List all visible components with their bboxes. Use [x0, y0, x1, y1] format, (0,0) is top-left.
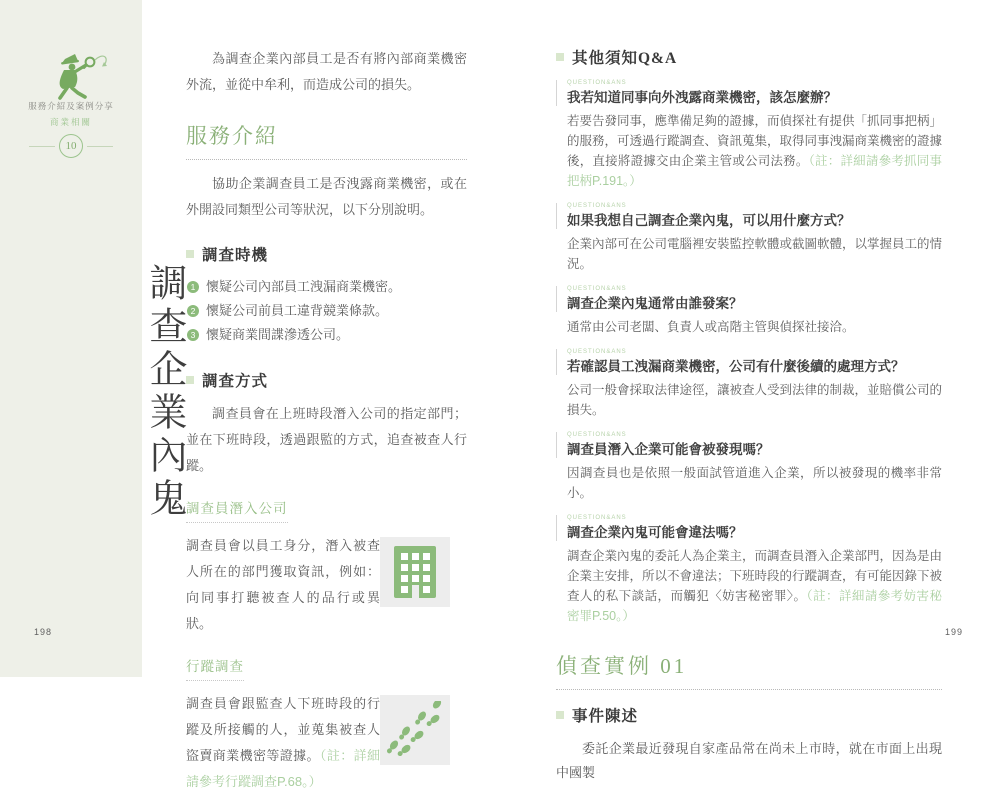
chapter-title-vertical: 調查企業內鬼	[143, 263, 185, 521]
chapter-number: 10	[59, 134, 83, 158]
qa-question-block	[556, 515, 942, 541]
qa-item	[556, 349, 942, 420]
square-bullet-icon	[186, 250, 194, 258]
qa-question-block	[556, 203, 942, 229]
number-circle-icon: 3	[187, 329, 199, 341]
qa-tiny-label: QUESTION&ANS	[567, 80, 627, 86]
qa-note: （註：詳細請參考妨害秘密罪P.50。）	[567, 589, 942, 623]
statement-heading-label: 事件陳述	[572, 708, 639, 725]
method-heading-label: 調查方式	[202, 373, 269, 390]
qa-question-block	[556, 286, 942, 312]
building-illustration	[380, 537, 450, 607]
qa-answer: 企業內部可在公司電腦裡安裝監控軟體或截圖軟體，以掌握員工的情況。	[567, 237, 943, 271]
infiltrate-subheading: 調查員潛入公司	[186, 497, 288, 523]
chapter-sidebar	[0, 0, 185, 677]
badge-line-right	[87, 146, 113, 147]
timing-item-text: 懷疑公司前員工違背競業條款。	[206, 303, 389, 318]
page-number-left: 198	[34, 627, 53, 637]
qa-item	[556, 286, 942, 337]
qa-tiny-label: QUESTION&ANS	[567, 349, 627, 355]
qa-tiny-label: QUESTION&ANS	[567, 432, 627, 438]
timing-item	[186, 323, 467, 347]
statement-heading	[556, 704, 942, 726]
timing-item-text: 懷疑公司內部員工洩漏商業機密。	[206, 279, 402, 294]
qa-answer: 因調查員也是依照一般面試管道進入企業，所以被發現的機率非常小。	[567, 466, 942, 500]
square-bullet-icon	[556, 53, 564, 61]
qa-question-block	[556, 432, 942, 458]
qa-answer: 公司一般會採取法律途徑，讓被查人受到法律的制裁，並賠償公司的損失。	[567, 383, 943, 417]
qa-answer: 若要告發同事，應準備足夠的證據，而偵探社有提供「抓同事把柄」的服務，可透過行蹤調查、資訊蒐集，取得同事洩漏商業機密的證據後，直接將證據交由企業主管或公司法務。（註：詳細請參考抓同事把柄P.191。）	[567, 114, 943, 188]
qa-list	[556, 80, 942, 626]
qa-question: 如果我想自己調查企業內鬼，可以用什麼方式？	[567, 213, 851, 228]
qa-item	[556, 203, 942, 274]
category-label: 服務介紹及案例分享	[28, 101, 114, 111]
footprints-icon	[386, 701, 444, 759]
timing-item	[186, 275, 467, 299]
tailing-row	[186, 691, 467, 795]
timing-list	[186, 275, 467, 347]
method-body: 調查員會在上班時段潛入公司的指定部門；並在下班時段，透過跟監的方式，追查被查人行蹤。	[186, 406, 467, 473]
infiltrate-row	[186, 533, 467, 637]
page-number-right: 199	[945, 627, 964, 637]
qa-item	[556, 515, 942, 626]
category-sub-label: 商業相關	[49, 117, 92, 127]
detective-icon	[48, 50, 112, 100]
qa-answer: 調查企業內鬼的委託人為企業主，而調查員潛入企業部門，因為是由企業主安排，所以不會違法；下班時段的行蹤調查，有可能因錄下被查人的私下談話，而觸犯〈妨害秘密罪〉。（註：詳細請參考妨害秘密罪P.50。）	[567, 549, 943, 623]
left-page-column	[186, 0, 467, 795]
qa-question-block	[556, 80, 942, 106]
service-intro-heading: 服務介紹	[186, 120, 467, 160]
square-bullet-icon	[186, 376, 194, 384]
timing-heading-label: 調查時機	[202, 247, 269, 264]
qa-tiny-label: QUESTION&ANS	[567, 203, 627, 209]
badge-line-left	[29, 146, 55, 147]
method-heading	[186, 369, 467, 391]
timing-heading	[186, 243, 467, 265]
tailing-subheading: 行蹤調查	[186, 655, 244, 681]
tailing-note: （註：詳細請參考行蹤調查P.68。）	[186, 748, 380, 789]
service-intro-body: 協助企業調查員工是否洩露商業機密，或在外開設同類型公司等狀況，以下分別說明。	[186, 176, 467, 217]
square-bullet-icon	[556, 711, 564, 719]
tailing-body-text: 調查員會跟監查人下班時段的行蹤及所接觸的人，並蒐集被查人盜賣商業機密等證據。	[186, 696, 380, 763]
qa-heading-label: 其他須知Q&A	[572, 50, 678, 67]
number-circle-icon: 2	[187, 305, 199, 317]
qa-question: 若確認員工洩漏商業機密，公司有什麼後續的處理方式？	[567, 359, 905, 374]
qa-question: 調查員潛入企業可能會被發現嗎？	[567, 442, 770, 457]
chapter-number-badge	[0, 132, 142, 160]
timing-item	[186, 299, 467, 323]
statement-body: 委託企業最近發現自家產品常在尚未上市時，就在市面上出現中國製	[556, 741, 942, 780]
qa-question: 我若知道同事向外洩露商業機密，該怎麼辦？	[567, 90, 837, 105]
intro-paragraph: 為調查企業內部員工是否有將內部商業機密外流，並從中牟利，而造成公司的損失。	[186, 51, 467, 92]
qa-question-block	[556, 349, 942, 375]
timing-item-text: 懷疑商業間諜滲透公司。	[206, 327, 350, 342]
qa-question: 調查企業內鬼通常由誰發案？	[567, 296, 743, 311]
qa-tiny-label: QUESTION&ANS	[567, 515, 627, 521]
qa-answer: 通常由公司老闆、負責人或高階主管與偵探社接洽。	[567, 320, 855, 334]
qa-item	[556, 80, 942, 191]
qa-tiny-label: QUESTION&ANS	[567, 286, 627, 292]
number-circle-icon: 1	[187, 281, 199, 293]
tailing-body	[186, 691, 380, 795]
right-page-column	[556, 0, 942, 785]
qa-note: （註：詳細請參考抓同事把柄P.191。）	[567, 154, 942, 188]
qa-item	[556, 432, 942, 503]
building-icon	[389, 544, 441, 600]
qa-heading	[556, 46, 942, 68]
footprints-illustration	[380, 695, 450, 765]
infiltrate-body: 調查員會以員工身分，潛入被查人所在的部門獲取資訊，例如：向同事打聽被查人的品行或異狀。	[186, 538, 380, 631]
case-heading: 偵查實例 01	[556, 650, 942, 690]
qa-question: 調查企業內鬼可能會違法嗎？	[567, 525, 743, 540]
